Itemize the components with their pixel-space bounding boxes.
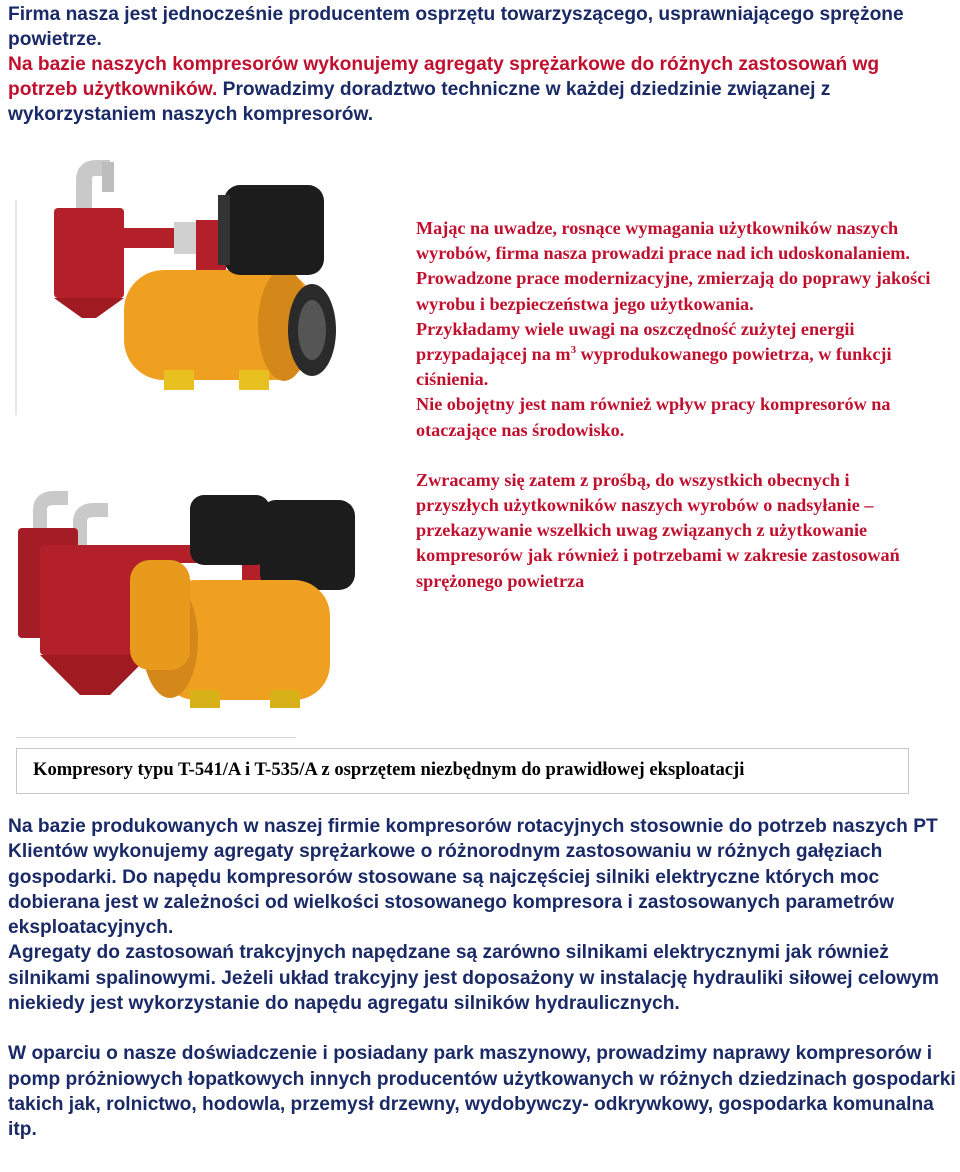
intro-line-1: Firma nasza jest jednocześnie producentem osprzętu towarzyszącego, usprawniającego sprężone powietrze. [8,4,904,50]
body-paragraph-2: Agregaty do zastosowań trakcyjnych napędzane są zarówno silnikami elektrycznymi jak również silnikami spalinowymi. Jeżeli układ trakcyjny jest doposażony w instalację hydrauliki siłowej celowym niekiedy jest wykorzystanie do napędu agregatu silników hydraulicznych. [8,942,939,1015]
side-paragraph-3-b: wyprodukowanego powietrza, w funkcji ciśnienia. [416,344,892,390]
body-text [8,814,958,1143]
body-paragraph-3: W oparciu o nasze doświadczenie i posiadany park maszynowy, prowadzimy naprawy kompresorów i pomp próżniowych łopatkowych innych producentów użytkowanych w różnych dziedzinach gospodarki takich jak, rolnictwo, hodowla, przemysł drzewny, wydobywczy- odkrywkowy, gospodarka komunalna itp. [8,1043,956,1141]
side-paragraph-3-a: Przykładamy wiele uwagi na oszczędność zużytej energii przypadającej na m [416,318,855,365]
side-paragraph-5: Zwracamy się zatem z prośbą, do wszystkich obecnych i przyszłych użytkowników naszych wyrobów o nadsyłanie – przekazywanie wszelkich uwag związanych z użytkowanie kompresorów jak również i potrzebami w zakresie zastosowań sprężonego powietrza [416,469,900,591]
side-paragraph-4: Nie obojętny jest nam również wpływ pracy kompresorów na otaczające nas środowisko. [416,394,891,440]
intro-text [8,2,953,127]
side-paragraph-3-sup: 3 [570,343,577,356]
side-text [416,216,936,594]
intro-line-2-blue: Prowadzimy doradztwo techniczne w każdej dziedzinie związanej z wykorzystaniem naszych kompresorów. [8,79,831,125]
intro-line-2 [8,52,953,127]
compressor-photo-2 [10,490,370,720]
caption-box [16,748,909,794]
divider [16,737,296,738]
side-paragraph-2: Prowadzone prace modernizacyjne, zmierzają do poprawy jakości wyrobu i bezpieczeństwa jego użytkowania. [416,268,931,314]
caption-text: Kompresory typu T-541/A i T-535/A z osprzętem niezbędnym do prawidłowej eksploatacji [33,759,745,780]
side-paragraph-1: Mając na uwadze, rosnące wymagania użytkowników naszych wyrobów, firma nasza prowadzi prace nad ich udoskonalaniem. [416,218,910,264]
compressor-photo-1 [14,160,354,420]
intro-line-2-red: Na bazie naszych kompresorów wykonujemy agregaty sprężarkowe do różnych zastosowań wg potrzeb użytkowników. [8,54,880,100]
side-paragraph-3 [416,317,936,393]
body-paragraph-1: Na bazie produkowanych w naszej firmie kompresorów rotacyjnych stosownie do potrzeb naszych PT Klientów wykonujemy agregaty sprężarkowe o różnorodnym zastosowaniu w różnych gałęziach gospodarki. Do napędu kompresorów stosowane są najczęściej silniki elektryczne których moc dobierana jest w zależności od wielkości stosowanego kompresora i zastosowanych parametrów eksploatacyjnych. [8,816,938,939]
